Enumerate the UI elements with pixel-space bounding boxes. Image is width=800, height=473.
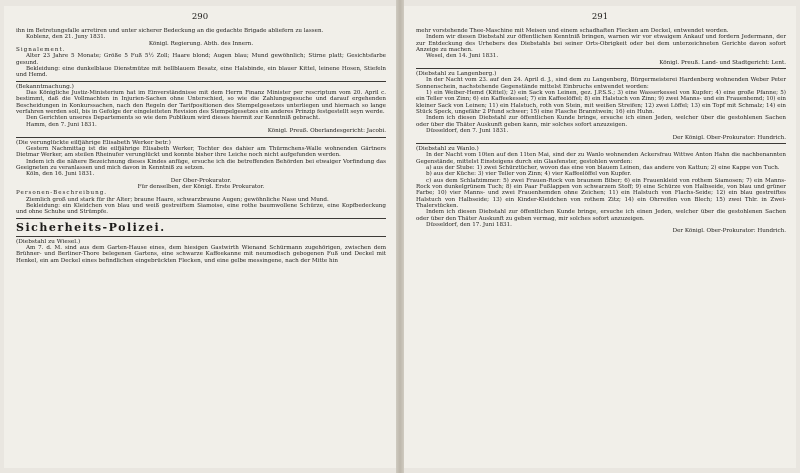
paragraph: Gestern Nachmittag ist die eilfjährige Elisabeth Werker, Tochter des dahier am Thürmchens-Walle wohnenden Gärtners Dietmar Werker, am steilen Rheinufer verunglückt und konnte bisher ihre Leiche noch nicht aufgefunden werden. (16, 145, 386, 159)
section-heading: Signalement. (16, 47, 66, 54)
divider (16, 81, 386, 82)
paragraph: mehr vorstehende Thee-Maschine mit Meisen und einem schadhaften Flecken am Deckel, entwendet worden. (416, 28, 729, 34)
signature: Königl. Preuß. Oberlandesgericht: Jacobi. (267, 128, 386, 135)
paragraph: Den Gerichten unseres Departements so wie dem Publikum wird dieses hiermit zur Kenntniß gebracht. (26, 115, 320, 122)
notice-heading: (Bekanntmachung.) (16, 83, 74, 90)
right-column (416, 28, 786, 235)
left-column (16, 28, 386, 264)
dateline: Düsseldorf, den 17. Juni 1831. (426, 221, 512, 228)
dateline: Koblenz, den 21. Juny 1831. (26, 34, 106, 41)
book-gutter (396, 0, 404, 473)
signature: Für denselben, der Königl. Erste Prokurator. (137, 183, 265, 190)
divider (16, 218, 386, 219)
divider (416, 68, 786, 69)
notice-heading: (Diebstahl zu Langenberg.) (416, 71, 497, 78)
dateline: Wesel, den 14. Juni 1831. (426, 53, 499, 60)
section-title: Sicherheits-Polizei. (16, 220, 166, 234)
dateline: Köln, den 16. Juni 1831. (26, 171, 95, 178)
signature: Der Königl. Ober-Prokurator: Hundrich. (672, 134, 786, 141)
paragraph: Ziemlich groß und stark für ihr Alter; braune Haare, schwarzbraune Augen; gewöhnliche Nase und Mund. (26, 196, 329, 203)
paragraph: In der Nacht vom 10ten auf den 11ten Mai, sind der zu Wanlo wohnenden Ackersfrau Wittwe Anton Hahn die nachbenannten Gegenstände, mittelst Einsteigens durch ein Glasfenster, gestohlen worden: (416, 152, 786, 165)
divider (416, 143, 786, 144)
notice-heading: (Diebstahl zu Wiesel.) (16, 238, 81, 245)
dateline: Hamm, den 7. Juni 1831. (26, 121, 97, 128)
page-number: 290 (191, 12, 209, 22)
paragraph: Indem ich die nähere Bezeichnung dieses Kindes anfüge, ersuche ich die betreffenden Behörden bei etwaiger Vorfindung das Geeigneten zu veranlassen und mich davon in Kenntniß zu setzen. (16, 158, 386, 171)
signature: Königl. Preuß. Land- und Stadtgericht: Lent. (659, 59, 786, 66)
dateline: Düsseldorf, den 7. Juni 1831. (426, 128, 509, 135)
signature: Der Ober-Prokurator. (170, 177, 232, 184)
right-page (404, 6, 796, 468)
page-number: 291 (591, 12, 609, 22)
paragraph: Indem wir diesen Diebstahl zur öffentlichen Kenntniß bringen, warnen wir vor etwaigem Ankauf und fordern Jedermann, der zur Entdeckung des Urhebers des Diebstahls bei seiner Orts-Obrigkeit oder bei dem unterzeichneten Gerichte davon sofort Anzeige zu machen. (416, 34, 786, 54)
divider (16, 236, 386, 237)
paragraph: ihn im Betretungsfalle arretiren und unter sicherer Bedeckung an die gedachte Brigade abliefern zu lassen. (16, 28, 324, 34)
list-item: c) aus dem Schlafzimmer: 5) zwei Frauen-Rock von braunem Biber; 6) ein Frauenkleid von rothem Siamosen; 7) ein Manns-Rock von dunkelgrünem Tuch; 8) ein Paar Fußlappen von schwarzem Stoff; 9) eine Schürze von Halbseide, von blau und grüner Farbe; 10) vier Manns- und zwei Frauenhemden ohne Zeichen; 11) ein Halstuch von Flachs-Seide; 12) ein blau gestreiftes Halstuch von Halbseide; 13) ein Kinder-Kleidchen von rothem Zitz; 14) ein Ohrreifen von Blech; 15) zwei Thlr. in Zwei-Thalerstücken. (416, 177, 786, 209)
signature: Der Königl. Ober-Prokurator: Hundrich. (672, 228, 786, 235)
section-heading: Personen-Beschreibung. (16, 190, 108, 197)
notice-heading: (Die verunglückte eilfjährige Elisabeth Werker betr.) (16, 139, 171, 146)
paragraph: Bekleidung: ein Kleidchen von blau und weiß gestreiftem Siamoise, eine rothe baumwollene Schürze, eine Kopfbedeckung und ohne Schuhe und Strümpfe. (16, 202, 386, 216)
signature: Königl. Regierung. Abth. des Innern. (148, 40, 254, 47)
paragraph: Indem ich diesen Diebstahl zur öffentlichen Kunde bringe, ersuche ich einen Jeden, welcher über die gestohlenen Sachen oder über die Thäter Auskunft geben kann, mir solches sofort anzuzeigen. (416, 115, 786, 128)
paragraph: Alter 23 Jahre 5 Monate; Größe 5 Fuß 5½ Zoll; Haare blond; Augen blau; Mund gewöhnlich; Stirne platt; Gesichtsfarbe gesund. (16, 53, 386, 66)
paragraph: In der Nacht vom 23. auf den 24. April d. J., sind dem zu Langenberg, Bürgermeisterei Hardenberg wohnenden Weber Peter Sonnenschein, nachstehende Gegenstände mittelst Einbruchs entwendet worden: (416, 77, 786, 90)
divider (16, 137, 386, 138)
paragraph: 1) ein Weiber-Hemd (Kittel); 2) ein Sack von Leinen, gez. J.P.S.S.; 3) eine Wasserkessel von Kupfer; 4) eine große Pfanne; 5) ein Teller von Zinn; 6) ein Kaffeekessel; 7) ein Kaffeelöffel; 8) ein Halstuch von Zinn; 9) zwei Manns- und ein Frauenhemd; 10) ein kleiner Sack von Leinen; 11) ein Halstuch, roth von Stein, mit weißen Streifen; 12) zwei Löffel; 13) ein Topf mit Schmalz; 14) ein Stück Speck, ungefähr 2 Pfund schwer; 15) eine Flasche Branntwein; 16) ein Huhn. (416, 90, 786, 116)
paragraph: Am 7. d. M. sind aus dem Garten-Hause eines, dem hiesigen Gastwirth Wienand Schürmann zugehörigen, zwischen dem Brühner- und Berliner-Thore belegenen Gartens, eine schwarze Kaffeekanne mit neumodisch gebogenen Fuß und Deckel mit Henkel, ein am Deckel eines befindlichen eingebrückten Flecken, und eine gelbe messingene, nach der Mitte hin (16, 244, 386, 264)
paragraph: Bekleidung: eine dunkelblaue Dienstmütze mit hellblauem Besatz, eine Halsbinde, ein blauer Kittel, leinene Hosen, Stiefeln und Hemd. (16, 66, 386, 79)
left-page (4, 6, 396, 468)
notice-heading: (Diebstahl zu Wanlo.) (416, 145, 479, 152)
list-item: a) aus der Stube: 1) zwei Schürztücher, wovon das eine von blauem Leinen, das andere von Kattun; 2) eine Kappe von Tuch. (426, 164, 780, 171)
list-item: b) aus der Küche: 3) vier Teller von Zinn; 4) vier Kaffeelöffel von Kupfer. (426, 171, 632, 178)
paragraph: Indem ich diesen Diebstahl zur öffentlichen Kunde bringe, ersuche ich einen Jeden, welcher über die gestohlenen Sachen oder über den Thäter Auskunft zu geben vermag, mir solches sofort anzuzeigen. (416, 209, 786, 222)
paragraph: Das Königliche Justiz-Ministerium hat im Einverständnisse mit dem Herrn Finanz Minister per rescriptum vom 20. April c. bestimmt, daß die Vollmachten in Injurien-Sachen ohne Unterschied, so wie die Zahlungsgesuche und darauf ergehenden Bescheidungen in Konkurssachen, nach den Regeln der Tarifpositionen des Stempelgesetzes unterliegen und hiernach so lange verfahren werden soll, bis in Gefolge der eingeleiteten Revision des Stempelgesetzes ein anderes Prinzip festgestellt seyn werde. (16, 90, 386, 116)
